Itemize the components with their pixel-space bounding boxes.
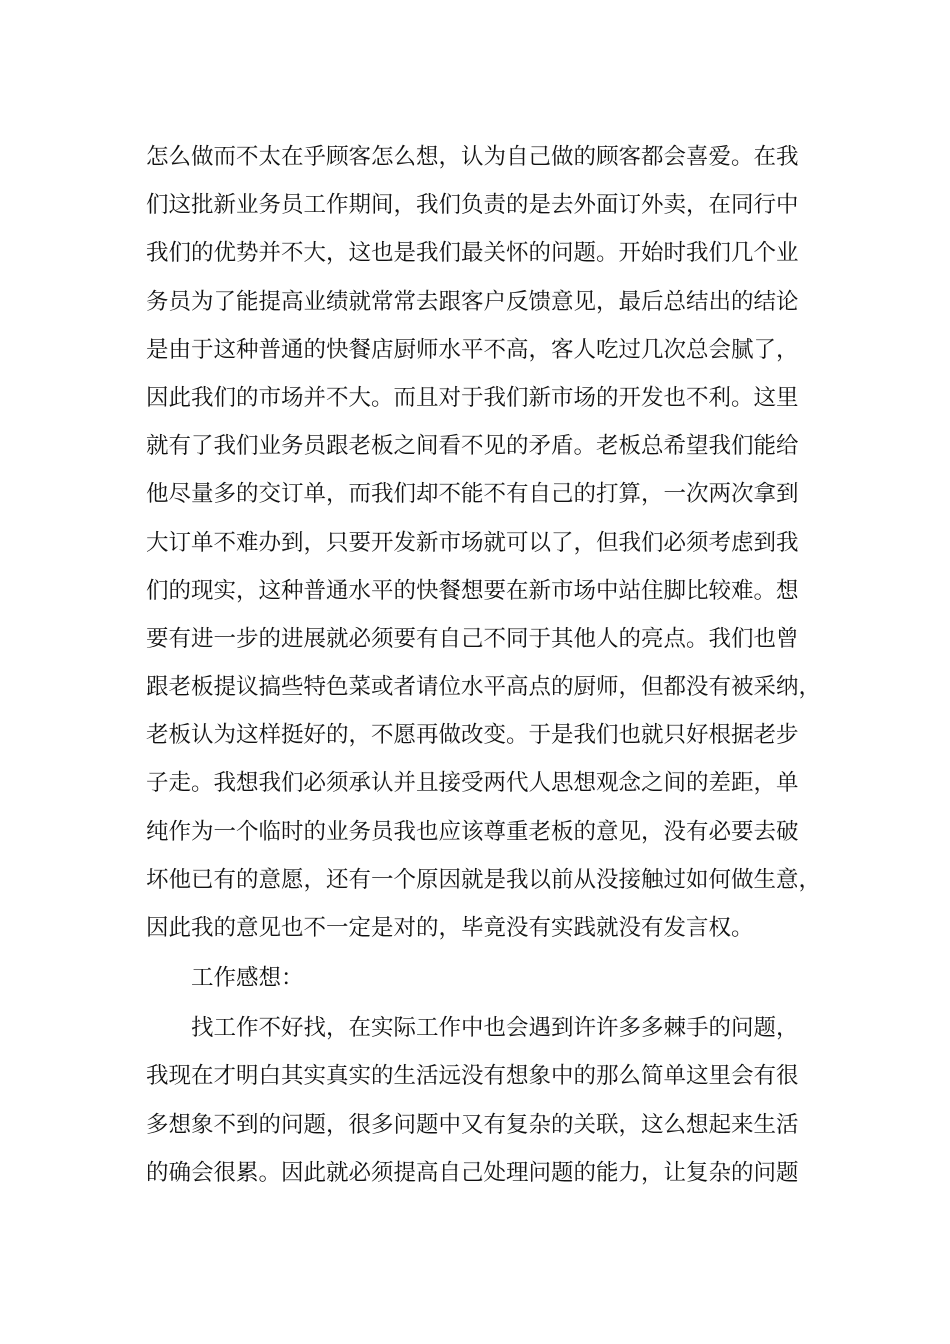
text-line: 子走。我想我们必须承认并且接受两代人思想观念之间的差距，单 <box>146 770 799 797</box>
text-line: 务员为了能提高业绩就常常去跟客户反馈意见，最后总结出的结论 <box>146 288 799 315</box>
text-line: 就有了我们业务员跟老板之间看不见的矛盾。老板总希望我们能给 <box>146 433 799 460</box>
text-line: 坏他已有的意愿，还有一个原因就是我以前从没接触过如何做生意， <box>146 866 822 893</box>
text-line: 找工作不好找，在实际工作中也会遇到许许多多棘手的问题， <box>191 1015 799 1042</box>
text-line: 是由于这种普通的快餐店厨师水平不高，客人吃过几次总会腻了， <box>146 336 799 363</box>
section-heading: 工作感想： <box>191 965 304 992</box>
text-line: 们的现实，这种普通水平的快餐想要在新市场中站住脚比较难。想 <box>146 577 799 604</box>
text-line: 大订单不难办到，只要开发新市场就可以了，但我们必须考虑到我 <box>146 529 799 556</box>
body-text <box>146 133 826 1197</box>
text-line: 纯作为一个临时的业务员我也应该尊重老板的意见，没有必要去破 <box>146 818 799 845</box>
text-line: 要有进一步的进展就必须要有自己不同于其他人的亮点。我们也曾 <box>146 625 799 652</box>
text-line: 们这批新业务员工作期间，我们负责的是去外面订外卖，在同行中 <box>146 192 799 219</box>
text-line: 因此我们的市场并不大。而且对于我们新市场的开发也不利。这里 <box>146 384 799 411</box>
text-line: 跟老板提议搞些特色菜或者请位水平高点的厨师，但都没有被采纳， <box>146 674 822 701</box>
text-line: 我现在才明白其实真实的生活远没有想象中的那么简单这里会有很 <box>146 1063 799 1090</box>
text-line: 多想象不到的问题，很多问题中又有复杂的关联，这么想起来生活 <box>146 1111 799 1138</box>
text-line: 老板认为这样挺好的，不愿再做改变。于是我们也就只好根据老步 <box>146 722 799 749</box>
text-line: 因此我的意见也不一定是对的，毕竟没有实践就没有发言权。 <box>146 915 754 941</box>
text-line: 怎么做而不太在乎顾客怎么想，认为自己做的顾客都会喜爱。在我 <box>146 144 799 170</box>
text-line: 他尽量多的交订单，而我们却不能不有自己的打算，一次两次拿到 <box>146 481 799 508</box>
text-line: 我们的优势并不大，这也是我们最关怀的问题。开始时我们几个业 <box>146 240 799 267</box>
text-line: 的确会很累。因此就必须提高自己处理问题的能力，让复杂的问题 <box>146 1159 799 1186</box>
